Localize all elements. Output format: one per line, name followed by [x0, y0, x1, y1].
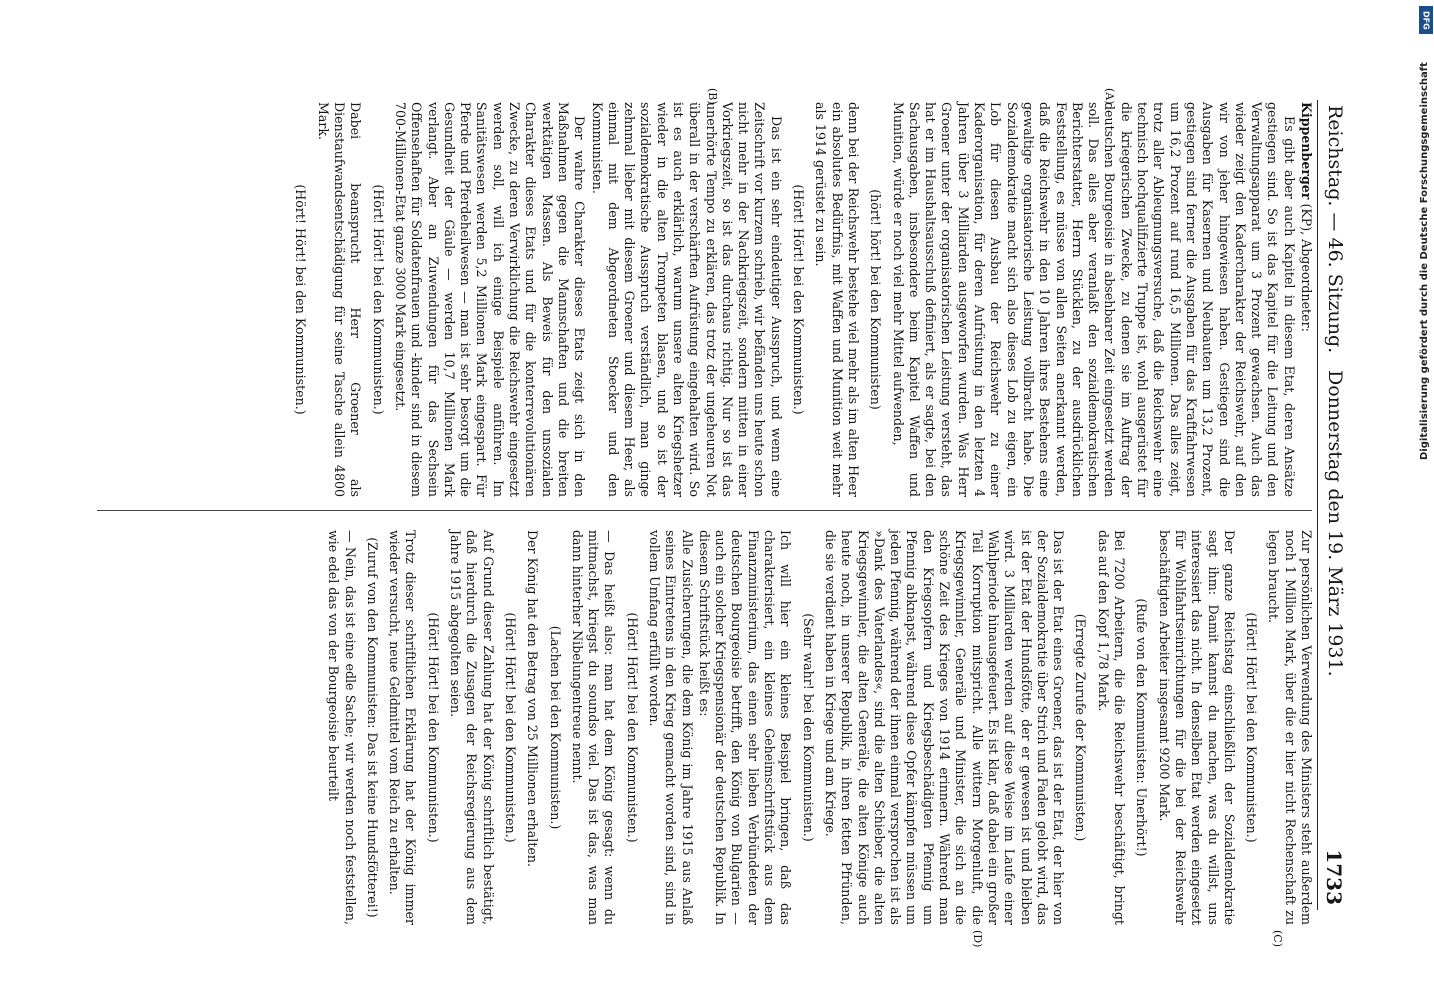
paragraph: Dabei beansprucht Herr Groener als Dienstaufwandsentschädigung für seine Tasche allein 4800 Mark.: [315, 102, 364, 497]
header-rule: [1317, 100, 1318, 910]
interjection: (Rufe von den Kommunisten: Unerhört!): [1134, 598, 1150, 857]
speaker-party: (KP), Abgeordneter:: [1299, 203, 1314, 332]
interjection: (Hört! Hört! bei den Kommunisten.): [293, 184, 309, 415]
margin-mark-c: (C): [1271, 930, 1284, 947]
left-column: [286, 102, 1314, 497]
page-number: 1733: [1322, 849, 1346, 905]
interjection: (Lachen bei den Kommunisten.): [547, 625, 563, 830]
column-divider: [97, 510, 1312, 511]
dfg-logo: DFG: [1419, 6, 1433, 34]
interjection: (Hört! Hört! bei den Kommunisten.): [370, 184, 386, 415]
paragraph: Der ganze Reichstag einschließlich der Sozialdemokratie sagt ihm: Damit kannst du machen, was du willst, uns interessiert das nicht. In denselben Etat werden eingesetzt für Wohlfahrtseinrichtungen für die bei der Reichswehr beschäftigten Arbeiter insgesamt 9200 Mark.: [1156, 530, 1237, 925]
dfg-credit-text: Digitalisierung gefördert durch die Deutsche Forschungsgemeinschaft: [1419, 62, 1430, 460]
right-column: [324, 530, 1314, 925]
paragraph: Das ist ein sehr eindeutiger Ausspruch, und wenn eine Zeitschrift vor kurzem schrieb, wir befänden uns heute schon nicht mehr in der Nachkriegszeit, sondern mitten in einer Vorkriegszeit, so ist das durchaus richtig. Nur so ist das unerhörte Tempo zu erklären, das trotz der ungeheuren Not überall in der verschärften Aufrüstung eingehalten wird. So ist es auch erklärlich, warum unsere alten Kriegshetzer wieder in die alten Trompeten blasen, und so ist der sozialdemokratische Ausspruch verständlich, man ginge zehnmal lieber mit diesem Groener und diesem Heer, als einmal mit dem Abgeordneten Stoecker und den Kommunisten.: [589, 102, 784, 497]
paragraph: Bei 7200 Arbeitern, die die Reichswehr beschäftigt, bringt das auf den Kopf 1,78 Mark.: [1095, 530, 1128, 925]
paragraph: — Nein, das ist eine edle Sache; wir werden noch feststellen, wie edel das von der Bourgeoisie beurteilt: [326, 530, 358, 925]
header-date: Donnerstag den 19. März 1931.: [1324, 370, 1346, 677]
interjection: (Erregte Zurufe der Kommunisten.): [1073, 613, 1089, 842]
page-header: [1316, 80, 1346, 910]
margin-mark-b: (B): [706, 88, 719, 105]
margin-mark-a: (A): [1103, 88, 1116, 105]
paragraph: Der wahre Charakter dieses Etats zeigt sich in den Maßnahmen gegen die Mannschaften und die breiten werktätigen Massen. Als Beweis für den unsozialen Charakter dieses Etats und für die konterrevolutionären Zwecke, zu deren Verwirklichung die Reichswehr eingesetzt werden soll, will ich einige Beispiele anführen. Im Sanitätswesen werden 5,2 Millionen Mark eingespart. Für Pferde und Pferdeheilwesen — man ist sehr besorgt um die Gesundheit der Gäule — werden 10,7 Millionen Mark verlangt. Aber an Zuwendungen für das Sechsein Offensehaften für Soldatenfrauen und -kinder sind in diesem 700-Millionen-Etat ganze 3000 Mark eingesetzt.: [392, 102, 588, 497]
margin-mark-d: (D): [971, 930, 984, 948]
interjection: (Hört! Hört! bei den Kommunisten.): [425, 612, 441, 843]
speaker-line: [1298, 102, 1314, 497]
interjection: (Hört! Hört! bei den Kommunisten.): [624, 612, 640, 843]
paragraph: Auf Grund dieser Zahlung hat der König schriftlich bestätigt, daß hierdurch die Zusagen der Reichsregierung aus dem Jahre 1915 abgegolten seien.: [448, 530, 496, 925]
interjection: (Hört! Hört! bei den Kommunisten.): [502, 612, 518, 843]
paragraph: Es gibt aber auch Kapitel in diesem Etat, deren Ansätze gestiegen sind. So ist das Kapitel für die Leitung und den Verwaltungsapparat um 3 Prozent gewachsen. Auch das wieder zeigt den Kadercharakter der Reichswehr, auf den wir von jeher hingewiesen haben. Gestiegen sind die Ausgaben für Kasernen und Neubauten um 13,2 Prozent, gestiegen sind ferner die Ausgaben für das Kraftfahrwesen um 16,2 Prozent auf rund 16,5 Millionen. Das alles zeigt, trotz aller Ableugnungsversuche, daß die Reichswehr eine technisch hochqualifizierte Truppe ist, wohl ausgerüstet für die kriegerischen Zwecke, zu denen sie im Auftrag der deutschen Bourgeoisie in absehbarer Zeit eingesetzt werden soll. Das alles aber veranlaßt den sozialdemokratischen Berichterstatter, Herrn Stücklen, zu der ausdrücklichen Feststellung, es müsse von allen Seiten anerkannt werden, daß die Reichswehr in den 10 Jahren ihres Bestehens eine gewaltige organisatorische Leistung vollbracht habe. Die Sozialdemokratie macht sich also dieses Lob zu eigen, ein Lob für diesen Ausbau der Reichswehr zu einer Kaderorganisation, für deren Aufrüstung in den letzten 4 Jahren über 3 Milliarden ausgeworfen wurden. Was Herr Groener unter der organisatorischen Leistung versteht, das hat er im Haushaltsausschuß definiert, als er sagte, bei den Sachausgaben, insbesondere beim Kapitel Waffen und Munition, würde er noch viel mehr Mittel aufwenden,: [890, 102, 1297, 497]
paragraph: Ich will hier ein kleines Beispiel bringen, daß das charakterisiert, ein kleines Geheimschriftstück aus dem Finanzministerium, das einen sehr lieben Verbündeten der deutschen Bourgeoisie betrifft, den König von Bulgarien — auch ein solcher Kriegspensionär der deutschen Republik. In diesem Schriftstück heißt es:: [696, 530, 794, 925]
interjection: (Sehr wahr! bei den Kommunisten.): [800, 613, 816, 842]
interjection: (Hört! Hört! bei den Kommunisten.): [791, 184, 807, 415]
paragraph: Trotz dieser schriftlichen Erklärung hat der König immer wieder versucht, neue Geldmittel vom Reich zu erhalten.: [387, 530, 419, 925]
paragraph: Zur persönlichen Verwendung des Ministers steht außerdem noch 1 Million Mark, über die er hier nicht Rechenschaft zu legen braucht.: [1266, 530, 1314, 925]
paragraph: Der König hat den Betrag von 25 Millionen erhalten.: [525, 530, 541, 867]
dfg-credit-strip: [1418, 6, 1434, 994]
interjection: (Hört! Hört! bei den Kommunisten.): [1244, 612, 1260, 843]
paragraph: denn bei der Reichswehr bestehe viel mehr als im alten Heer ein absolutes Bedürfnis, mit Waffen und Munition weit mehr als 1914 gerüstet zu sein.: [813, 102, 861, 497]
interjection: (hört! hört! bei den Kommunisten): [868, 189, 884, 410]
header-left: Reichstag. — 46. Sitzung.: [1324, 105, 1346, 354]
speaker-name: Kippenberger: [1299, 102, 1314, 200]
paragraph: — Das heißt also: man hat dem König gesagt: wenn du mitmachst, kriegst du soundso viel. Das ist das, was man dann hinterher Nibelungentreue nennt.: [569, 530, 618, 925]
paragraph: Alle Zusicherungen, die dem König im Jahre 1915 aus Anlaß seines Eintretens in den Krieg gemacht worden sind, sind in vollem Umfang erfüllt worden.: [647, 530, 695, 925]
paragraph: Das ist der Etat eines Groener, das ist der Etat, der hier von der Sozialdemokratie über Strich und Faden gelobt wird, das ist der Etat der Hundsfötte, der er gewesen ist und bleiben wird. 3 Milliarden werden auf diese Weise im Laufe einer Wahlperiode hinausgefeuert. Es ist klar, daß dabei ein großer Teil Korruption mitspricht. Alle wittern Morgenluft, die Kriegsgewinnler, Generäle und Minister, die sich an die schöne Zeit des Krieges von 1914 erinnern. Während man den Kriegsopfern und Kriegsbeschädigten Pfennig um Pfennig abknapst, während diese Opfer kämpfen müssen um jeden Pfennig, während der ihnen einmal versprochen ist als »Dank des Vaterlandes«, sind die alten Schieber, die alten Kriegsgewinnler, die alten Generäle, die alten Könige auch heute noch, in unserer Republik, in ihren fetten Pfründen, die sie verdient haben in Kriege und am Kriege.: [822, 530, 1067, 925]
interjection: (Zuruf von den Kommunisten: Das ist keine Hundsfötterei!): [364, 537, 380, 918]
